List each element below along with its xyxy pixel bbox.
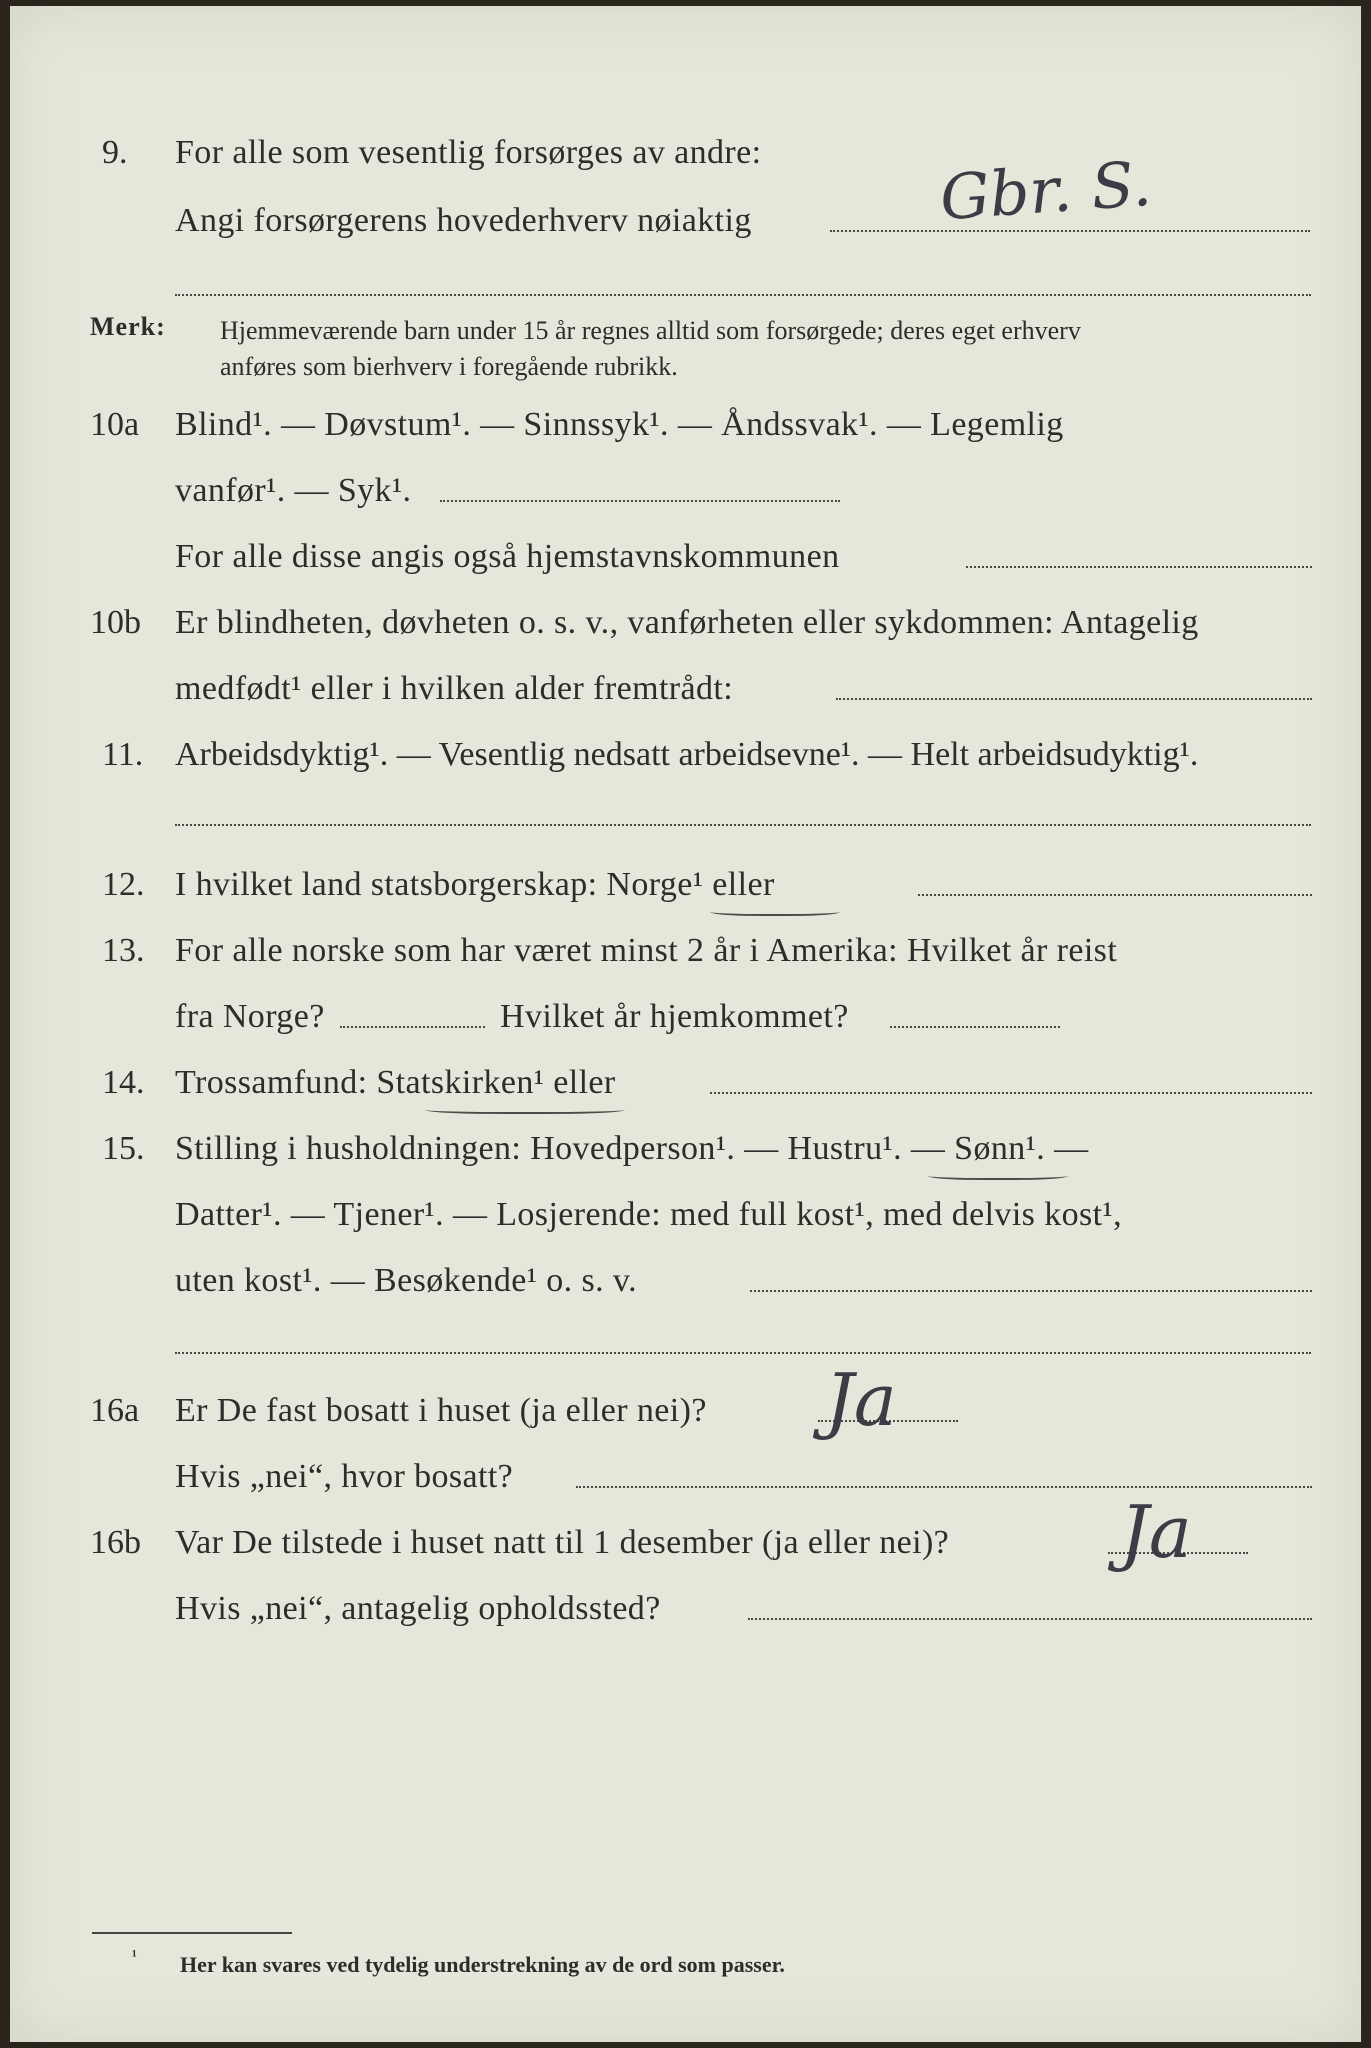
q16a-handwritten-answer: Ja	[825, 1358, 897, 1442]
q13-line1: For alle norske som har været minst 2 år i Amerika: Hvilket år reist	[175, 932, 1118, 969]
q15-hustru-underline	[928, 1170, 1068, 1180]
q10a-number: 10a	[90, 406, 140, 443]
q10a-syk-line	[440, 500, 840, 502]
q10a-line3: For alle disse angis også hjemstavnskommunen	[175, 538, 840, 575]
footnote-marker: ¹	[132, 1948, 137, 1965]
q12-norge-underline	[710, 906, 840, 916]
q16b-number: 16b	[90, 1524, 141, 1561]
q15-number: 15.	[102, 1130, 145, 1167]
q9-answer-line	[830, 230, 1310, 232]
merk-label: Merk:	[90, 312, 166, 341]
q16a-line2: Hvis „nei“, hvor bosatt?	[175, 1458, 514, 1495]
q15-extra-line	[175, 1352, 1311, 1354]
q13-reist-line	[340, 1026, 485, 1028]
q16a-line1: Er De fast bosatt i huset (ja eller nei)?	[175, 1392, 707, 1429]
q13-hjemkommet-label: Hvilket år hjemkommet?	[500, 998, 849, 1035]
q11-number: 11.	[102, 736, 144, 773]
census-form-page	[10, 6, 1361, 2042]
footnote-rule	[92, 1932, 292, 1934]
q13-hjemkommet-line	[890, 1026, 1060, 1028]
q9-extra-line	[175, 294, 1311, 296]
q10b-number: 10b	[90, 604, 141, 641]
q12-line1: I hvilket land statsborgerskap: Norge¹ eller	[175, 866, 775, 903]
footnote-text: Her kan svares ved tydelig understrekning av de ord som passer.	[180, 1952, 785, 1977]
q15-line1: Stilling i husholdningen: Hovedperson¹. — Hustru¹. — Sønn¹. —	[175, 1130, 1089, 1167]
q10a-kommune-line	[966, 566, 1312, 568]
q14-answer-line	[710, 1092, 1312, 1094]
q15-answer-line	[750, 1290, 1312, 1292]
merk-text-line1: Hjemmeværende barn under 15 år regnes alltid som forsørgede; deres eget erhverv	[220, 316, 1081, 345]
q16a-number: 16a	[90, 1392, 140, 1429]
q16b-handwritten-answer: Ja	[1120, 1490, 1192, 1574]
q14-number: 14.	[102, 1064, 145, 1101]
q10a-line1: Blind¹. — Døvstum¹. — Sinnssyk¹. — Åndssvak¹. — Legemlig	[175, 406, 1064, 443]
merk-text-line2: anføres som bierhverv i foregående rubrikk.	[220, 352, 678, 381]
q10b-line1: Er blindheten, døvheten o. s. v., vanførheten eller sykdommen: Antagelig	[175, 604, 1199, 641]
q9-number: 9.	[102, 134, 128, 171]
q12-number: 12.	[102, 866, 145, 903]
q16b-opholdssted-line	[748, 1618, 1312, 1620]
q9-handwritten-answer: Gbr. S.	[937, 146, 1154, 235]
q13-reist-label: fra Norge?	[175, 998, 325, 1035]
q11-line1: Arbeidsdyktig¹. — Vesentlig nedsatt arbeidsevne¹. — Helt arbeidsudyktig¹.	[175, 736, 1199, 773]
q9-question: For alle som vesentlig forsørges av andre:	[175, 134, 762, 171]
q10b-answer-line	[836, 698, 1312, 700]
q12-answer-line	[918, 894, 1312, 896]
q15-line2: Datter¹. — Tjener¹. — Losjerende: med full kost¹, med delvis kost¹,	[175, 1196, 1122, 1233]
q16b-line2: Hvis „nei“, antagelig opholdssted?	[175, 1590, 661, 1627]
q14-statskirken-underline	[425, 1104, 625, 1114]
q13-number: 13.	[102, 932, 145, 969]
q11-answer-line	[175, 824, 1311, 826]
q15-line3: uten kost¹. — Besøkende¹ o. s. v.	[175, 1262, 638, 1299]
q9-subquestion: Angi forsørgerens hovederhverv nøiaktig	[175, 202, 752, 239]
q14-line1: Trossamfund: Statskirken¹ eller	[175, 1064, 616, 1101]
q16a-bosatt-line	[576, 1486, 1312, 1488]
q10a-line2: vanfør¹. — Syk¹.	[175, 472, 412, 509]
q16b-line1: Var De tilstede i huset natt til 1 desember (ja eller nei)?	[175, 1524, 950, 1561]
q10b-line2: medfødt¹ eller i hvilken alder fremtrådt:	[175, 670, 734, 707]
